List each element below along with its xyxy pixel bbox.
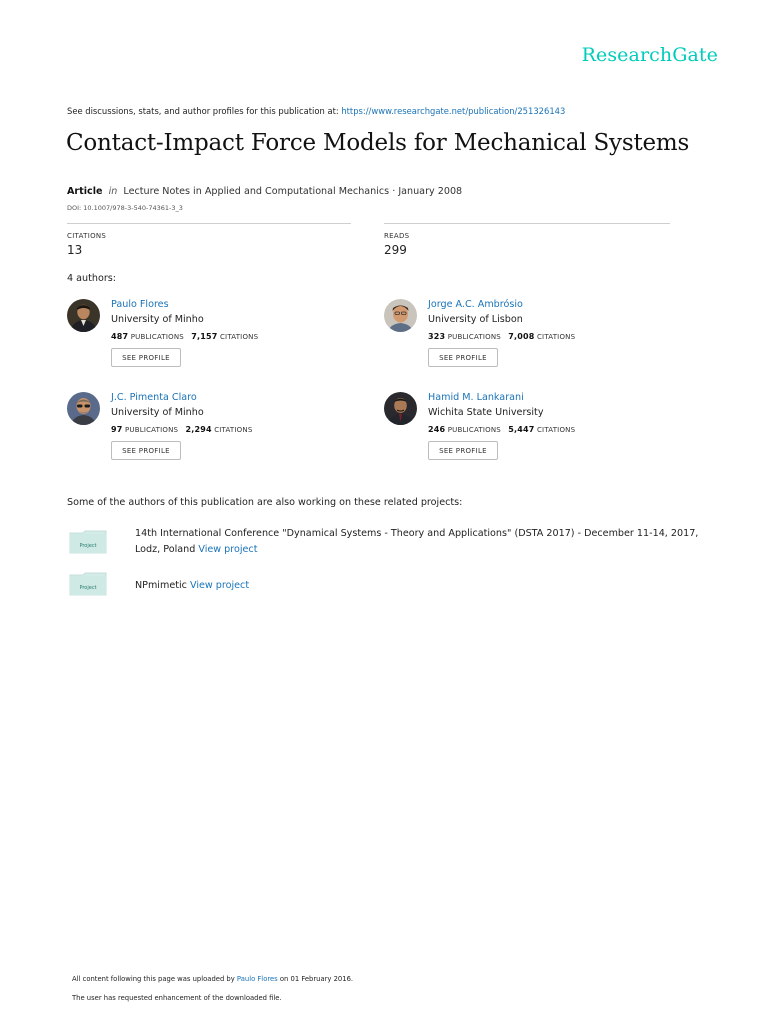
venue-date: Lecture Notes in Applied and Computational Mechanics · January 2008 (123, 186, 463, 197)
author-name-link[interactable]: Paulo Flores (111, 299, 169, 310)
upload-prefix: All content following this page was uploaded by (72, 975, 237, 983)
project-folder-icon[interactable] (69, 572, 107, 596)
discussions-text: See discussions, stats, and author profiles for this publication at: (67, 106, 342, 116)
see-profile-button[interactable]: SEE PROFILE (111, 441, 181, 460)
reads-label: READS (384, 232, 410, 240)
see-profile-button[interactable]: SEE PROFILE (428, 348, 498, 367)
citations-label: CITATIONS (67, 232, 107, 240)
avatar[interactable] (384, 299, 417, 332)
author-stats (428, 332, 575, 341)
author-stats (428, 425, 575, 434)
citations-word: CITATIONS (219, 333, 259, 341)
related-projects-label: Some of the authors of this publication are also working on these related projects: (67, 497, 463, 508)
citations-stat (67, 223, 351, 257)
project-thumb-label: Project (79, 543, 97, 549)
view-project-link[interactable]: View project (189, 580, 250, 591)
see-profile-button[interactable]: SEE PROFILE (428, 441, 498, 460)
author-stats (111, 425, 252, 434)
author-stats (111, 332, 258, 341)
publications-word: PUBLICATIONS (124, 426, 179, 434)
publications-word: PUBLICATIONS (447, 333, 501, 341)
author-card (67, 392, 367, 472)
project-description (135, 578, 705, 594)
project-item (67, 578, 707, 602)
citations-count: 2,294 (185, 425, 212, 434)
citations-word: CITATIONS (536, 333, 576, 341)
author-card (67, 299, 367, 379)
publications-count: 323 (428, 332, 446, 341)
project-thumb-label: Project (79, 585, 97, 591)
publications-count: 246 (428, 425, 446, 434)
reads-stat (384, 223, 670, 257)
project-title: 14th International Conference "Dynamical Systems - Theory and Applications" (DSTA 2017) - December 11-14, 2017, Lodz, Poland (135, 528, 699, 555)
publications-word: PUBLICATIONS (447, 426, 501, 434)
upload-suffix: on 01 February 2016. (277, 975, 354, 983)
author-institution: Wichita State University (428, 407, 544, 418)
citations-count: 7,157 (191, 332, 218, 341)
author-institution: University of Minho (111, 314, 204, 325)
citations-count: 13 (67, 243, 83, 257)
author-name-link[interactable]: J.C. Pimenta Claro (111, 392, 197, 403)
see-profile-button[interactable]: SEE PROFILE (111, 348, 181, 367)
publications-count: 487 (111, 332, 129, 341)
author-institution: University of Minho (111, 407, 204, 418)
discussions-line (67, 106, 565, 116)
author-name-link[interactable]: Jorge A.C. Ambrósio (428, 299, 523, 310)
authors-count-label: 4 authors: (67, 273, 116, 284)
author-card (384, 299, 684, 379)
doi-text: DOI: 10.1007/978-3-540-74361-3_3 (67, 204, 183, 212)
view-project-link[interactable]: View project (198, 544, 258, 555)
enhancement-note: The user has requested enhancement of the downloaded file. (72, 994, 282, 1002)
researchgate-logo[interactable]: ResearchGate (581, 44, 718, 66)
publications-count: 97 (111, 425, 123, 434)
publication-type: Article (67, 186, 103, 197)
avatar[interactable] (384, 392, 417, 425)
publications-word: PUBLICATIONS (130, 333, 184, 341)
citations-count: 7,008 (508, 332, 535, 341)
reads-count: 299 (384, 243, 407, 257)
citations-word: CITATIONS (214, 426, 253, 434)
avatar[interactable] (67, 299, 100, 332)
uploader-link[interactable]: Paulo Flores (236, 975, 278, 983)
citations-word: CITATIONS (536, 426, 576, 434)
in-word: in (108, 186, 118, 197)
avatar[interactable] (67, 392, 100, 425)
author-card (384, 392, 684, 472)
author-institution: University of Lisbon (428, 314, 523, 325)
project-item (67, 526, 707, 562)
citations-count: 5,447 (508, 425, 535, 434)
page-title: Contact-Impact Force Models for Mechanical Systems (66, 130, 690, 156)
upload-note (72, 975, 353, 983)
project-title: NPmimetic (135, 580, 190, 591)
project-folder-icon[interactable] (69, 530, 107, 554)
author-name-link[interactable]: Hamid M. Lankarani (428, 392, 524, 403)
publication-meta (67, 186, 462, 197)
publication-url-link[interactable]: https://www.researchgate.net/publication/251326143 (341, 106, 566, 116)
project-description (135, 526, 705, 558)
